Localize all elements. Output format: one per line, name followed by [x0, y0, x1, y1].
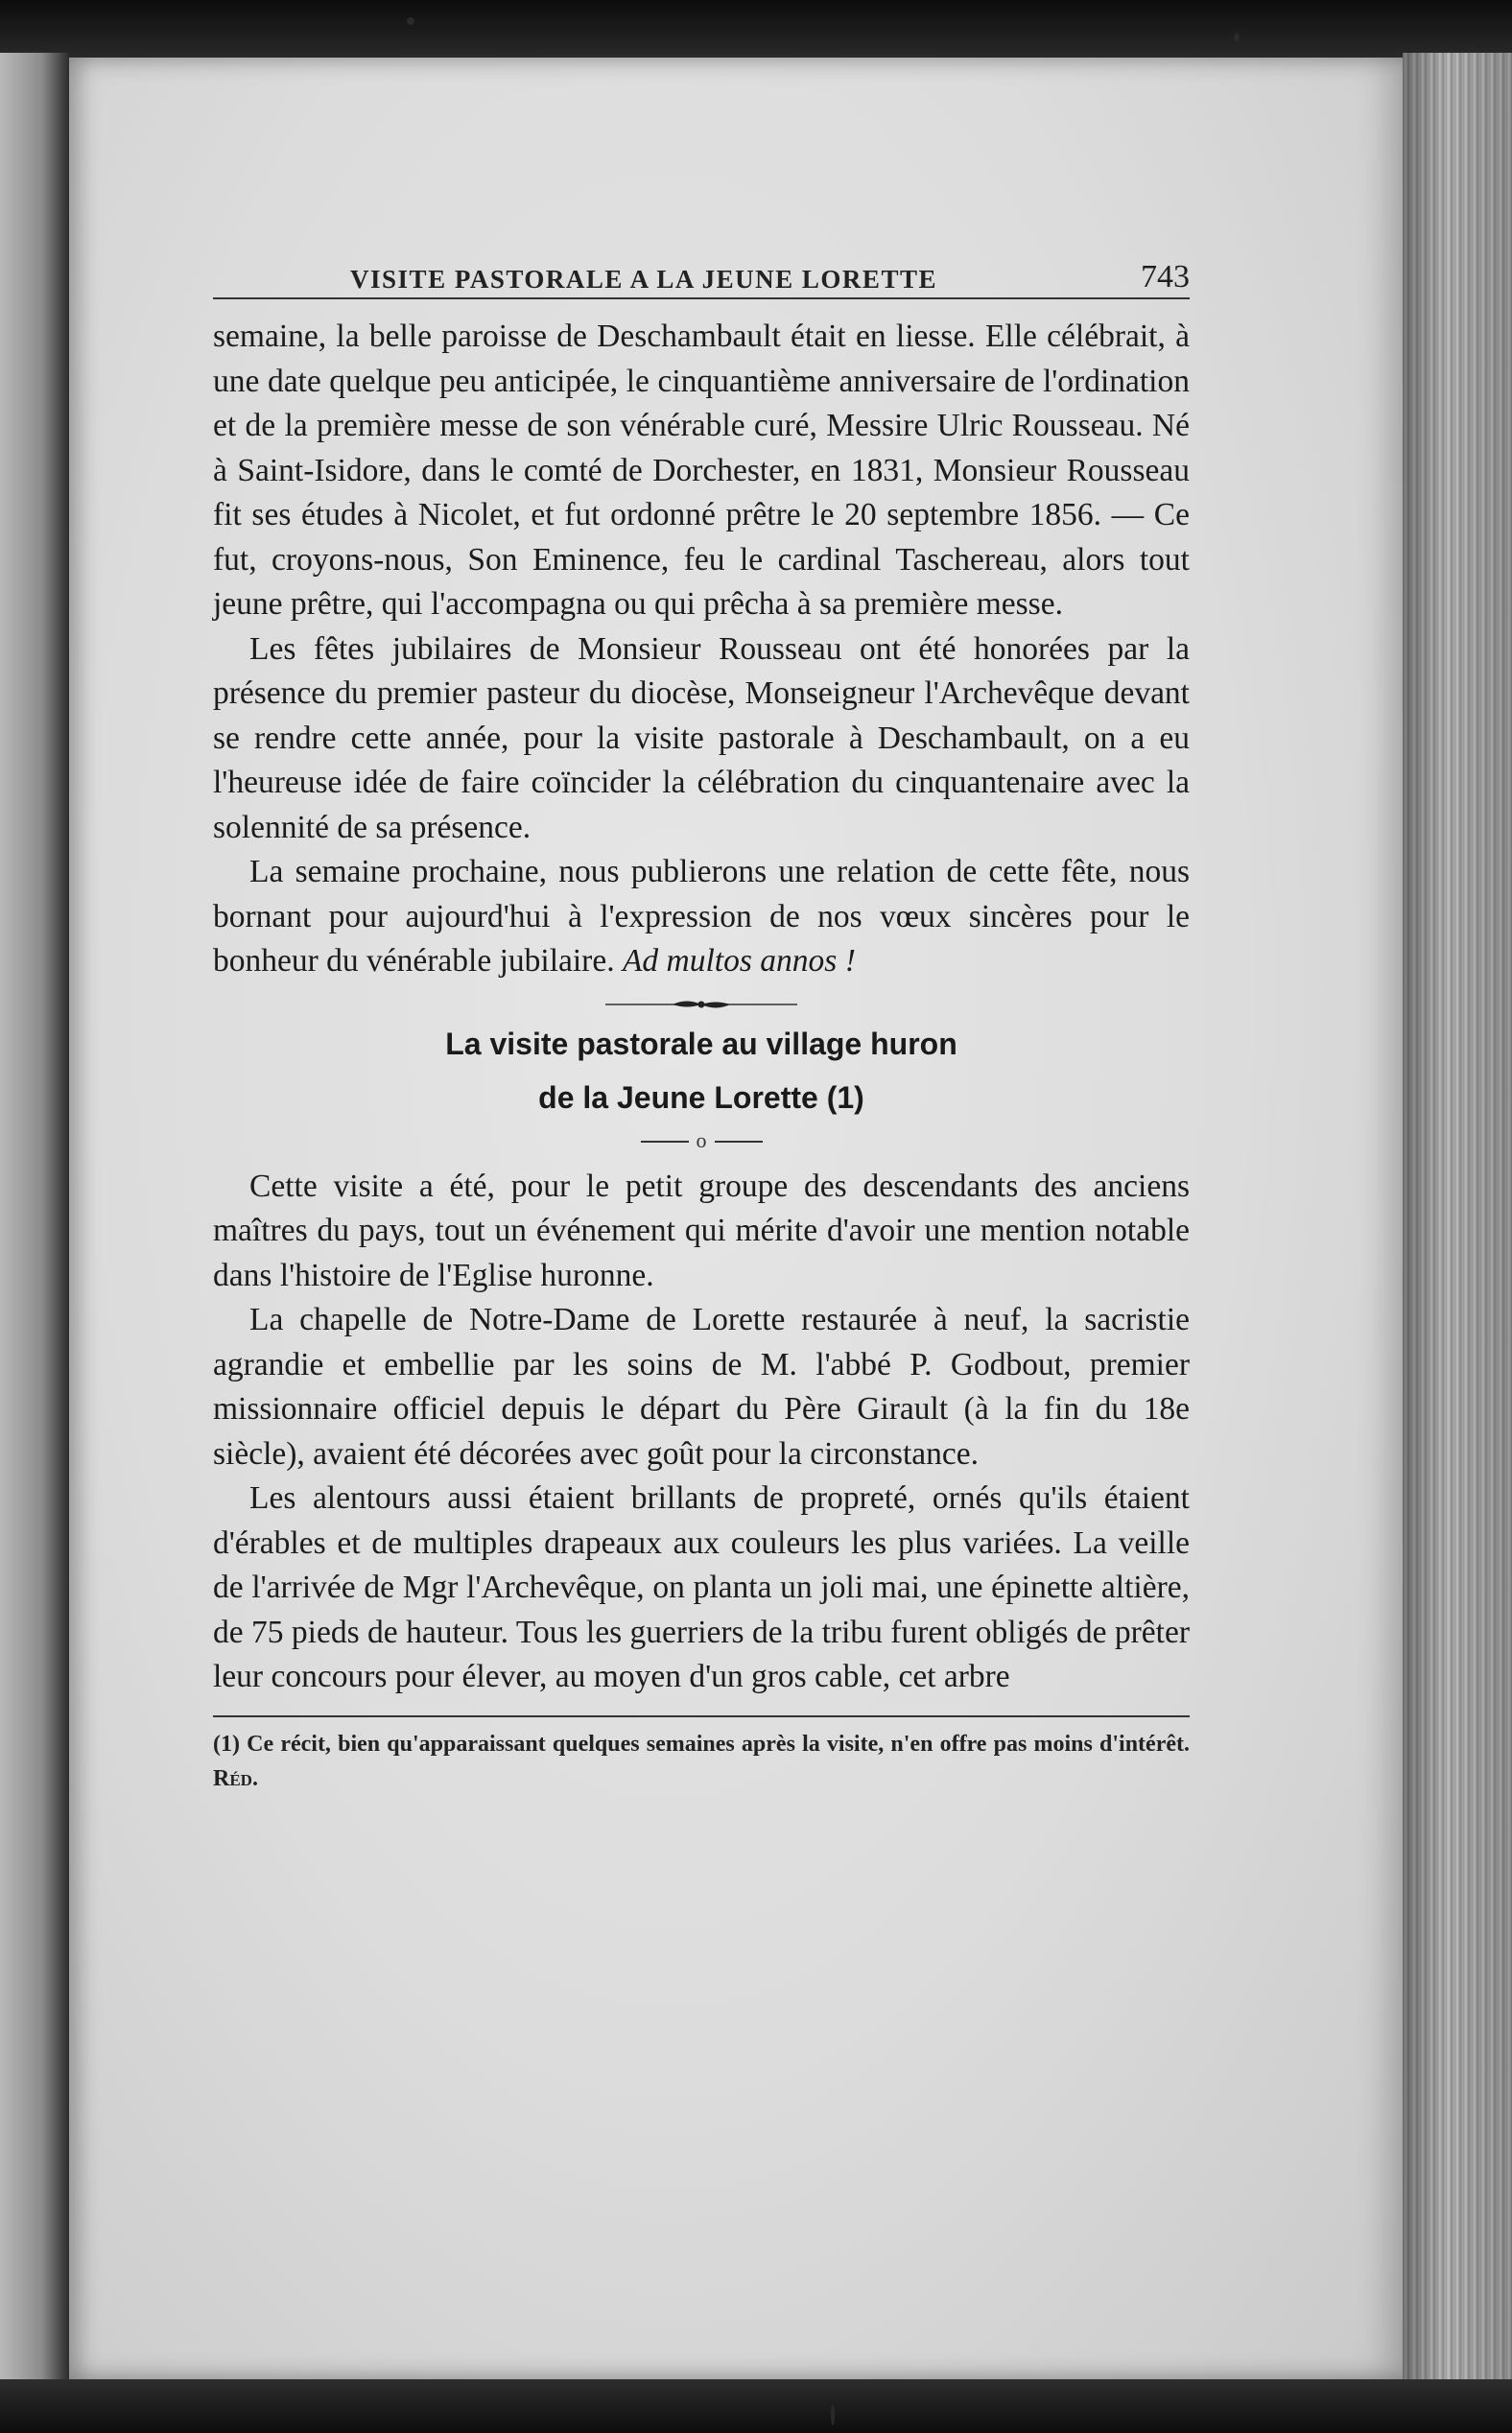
- paragraph: La chapelle de Notre-Dame de Lorette restaurée à neuf, la sacristie agrandie et embellie par les soins de M. l'abbé P. Godbout, premier missionnaire officiel depuis le départ du Père Girault (à la fin du 18e siècle), avaient été décorées avec goût pour la circonstance.: [213, 1302, 1190, 1472]
- running-head-title: VISITE PASTORALE A LA JEUNE LORETTE: [350, 265, 937, 294]
- latin-phrase: Ad multos annos !: [622, 943, 856, 979]
- paragraph: Les alentours aussi étaient brillants de propreté, ornés qu'ils étaient d'érables et de multiples drapeaux aux couleurs les plus variées. La veille de l'arrivée de Mgr l'Archevêque, on planta un joli mai, une épinette altière, de 75 pieds de hauteur. Tous les guerriers de la tribu furent obligés de prêter leur concours pour élever, au moyen d'un gros cable, cet arbre: [213, 1480, 1190, 1694]
- paragraph: Les fêtes jubilaires de Monsieur Rousseau ont été honorées par la présence du premier pasteur du diocèse, Monseigneur l'Archevêque devant se rendre cette année, pour la visite pastorale à Deschambault, on a eu l'heureuse idée de faire coïncider la célébration du cinquantenaire avec la solennité de sa présence.: [213, 630, 1190, 845]
- footnote-rule: [213, 1715, 1190, 1717]
- scan-speck: [831, 2404, 835, 2425]
- page-stack-edge: [1403, 53, 1512, 2384]
- scan-top-border: [0, 0, 1512, 59]
- paragraph: [213, 850, 1190, 984]
- paragraph: semaine, la belle paroisse de Deschambault était en liesse. Elle célébrait, à une date quelque peu anticipée, le cinquantième anniversaire de l'ordination et de la première messe de son vénérable curé, Messire Ulric Rousseau. Né à Saint-Isidore, dans le comté de Dorchester, en 1831, Monsieur Rousseau fit ses études à Nicolet, et fut ordonné prêtre le 20 septembre 1856. — Ce fut, croyons-nous, Son Eminence, feu le cardinal Taschereau, alors tout jeune prêtre, qui l'accompagna ou qui prêcha à sa première messe.: [213, 319, 1190, 622]
- footnote-text: (1) Ce récit, bien qu'apparaissant quelques semaines après la visite, n'en offre pas moins d'intérêt.: [213, 1731, 1190, 1757]
- section-title-line2: de la Jeune Lorette (1): [538, 1079, 864, 1115]
- paragraph-text: La semaine prochaine, nous publierons une relation de cette fête, nous bornant pour aujourd'hui à l'expression de nos vœux sincères pour le bonheur du vénérable jubilaire.: [213, 854, 1190, 979]
- ornament-mark: o: [696, 1127, 707, 1152]
- running-head: [213, 251, 1190, 297]
- scan-speck: [407, 17, 414, 25]
- footnote-signature: Réd.: [213, 1765, 258, 1791]
- footnote: [213, 1727, 1190, 1796]
- article-body: [213, 315, 1190, 984]
- paragraph: Cette visite a été, pour le petit groupe des descendants des anciens maîtres du pays, tout un événement qui mérite d'avoir une mention notable dans l'histoire de l'Eglise huronne.: [213, 1168, 1190, 1293]
- scan-speck: [1234, 33, 1240, 42]
- section-title-line1: La visite pastorale au village huron: [445, 1026, 957, 1061]
- scan-bottom-border: [0, 2379, 1512, 2433]
- page-number: 743: [1141, 259, 1190, 295]
- section-body: [213, 1165, 1190, 1700]
- facing-page-edge: [0, 53, 69, 2384]
- header-rule: [213, 297, 1190, 299]
- small-ornament: [213, 1124, 1190, 1157]
- section-ornament: [605, 998, 797, 1011]
- page-content: [213, 251, 1190, 1796]
